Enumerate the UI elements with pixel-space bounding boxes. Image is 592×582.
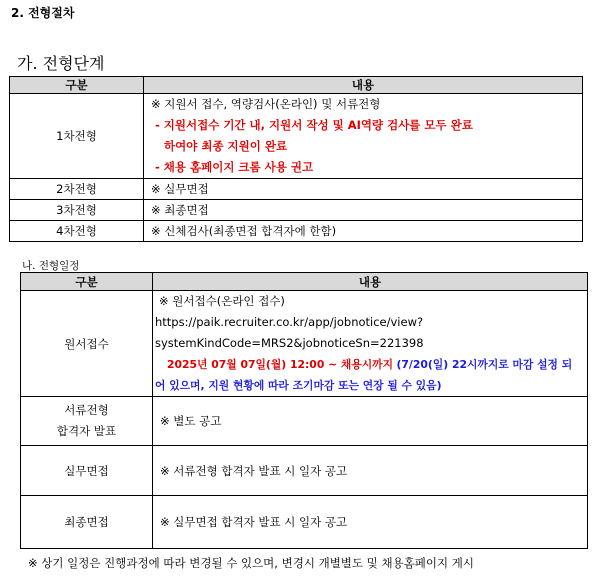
apply-url-line: https://paik.recruiter.co.kr/app/jobnotice/view? xyxy=(155,315,424,329)
table-header-row xyxy=(21,273,588,291)
schedule-label: 원서접수 xyxy=(21,291,153,397)
section-title: 2. 전형절차 xyxy=(11,6,75,20)
schedule-label-line: 합격자 발표 xyxy=(56,424,117,438)
stage-line: ※ 지원서 접수, 역량검사(온라인) 및 서류전형 xyxy=(151,97,381,111)
stage-warning-line: 하여야 최종 지원이 완료 xyxy=(164,139,288,153)
table-row xyxy=(10,179,583,200)
schedule-content: ※ 실무면접 합격자 발표 시 일자 공고 xyxy=(153,496,588,549)
stage-content: ※ 최종면접 xyxy=(144,200,583,221)
table-row xyxy=(10,94,583,179)
stage-label: 3차전형 xyxy=(10,200,144,221)
table-row xyxy=(10,200,583,221)
stage-content: ※ 실무면접 xyxy=(144,179,583,200)
stage-label: 4차전형 xyxy=(10,221,144,242)
table-row xyxy=(10,221,583,242)
schedule-label: 실무면접 xyxy=(21,446,153,496)
schedule-content: ※ 서류전형 합격자 발표 시 일자 공고 xyxy=(153,446,588,496)
col-division: 구분 xyxy=(21,273,153,291)
schedule-line: ※ 원서접수(온라인 접수) xyxy=(159,294,285,308)
schedule-label xyxy=(21,397,153,446)
schedule-content: ※ 별도 공고 xyxy=(153,397,588,446)
apply-deadline-note: (7/20(일) 22시까지로 마감 설정 되 xyxy=(396,358,573,371)
stages-heading: 가. 전형단계 xyxy=(17,54,105,73)
table-row xyxy=(21,496,588,549)
schedule-heading: 나. 전형일정 xyxy=(22,260,80,272)
stage-label: 1차전형 xyxy=(10,94,144,179)
apply-url-line: systemKindCode=MRS2&jobnoticeSn=221398 xyxy=(155,336,424,350)
table-row xyxy=(21,397,588,446)
stage-warning-line: - 채용 홈페이지 크롬 사용 권고 xyxy=(155,160,314,174)
schedule-content xyxy=(153,291,588,397)
apply-period: 2025년 07월 07일(월) 12:00 ~ 채용시까지 xyxy=(167,358,394,371)
col-content: 내용 xyxy=(153,273,588,291)
stage-content xyxy=(144,94,583,179)
schedule-table xyxy=(20,272,588,549)
footnote: ※ 상기 일정은 진행과정에 따라 변경될 수 있으며, 변경시 개별별도 및 채용홈페이지 게시 xyxy=(28,556,474,570)
apply-deadline-note: 어 있으며, 지원 현황에 따라 조기마감 또는 연장 될 수 있음) xyxy=(155,379,442,392)
stage-label: 2차전형 xyxy=(10,179,144,200)
stages-table xyxy=(9,76,583,242)
table-row xyxy=(21,291,588,397)
col-content: 내용 xyxy=(144,77,583,94)
table-row xyxy=(21,446,588,496)
col-division: 구분 xyxy=(10,77,144,94)
stage-content: ※ 신체검사(최종면접 합격자에 한함) xyxy=(144,221,583,242)
stage-warning-line: - 지원서접수 기간 내, 지원서 작성 및 AI역량 검사를 모두 완료 xyxy=(155,118,473,132)
table-header-row xyxy=(10,77,583,94)
schedule-label: 최종면접 xyxy=(21,496,153,549)
schedule-label-line: 서류전형 xyxy=(64,403,109,417)
